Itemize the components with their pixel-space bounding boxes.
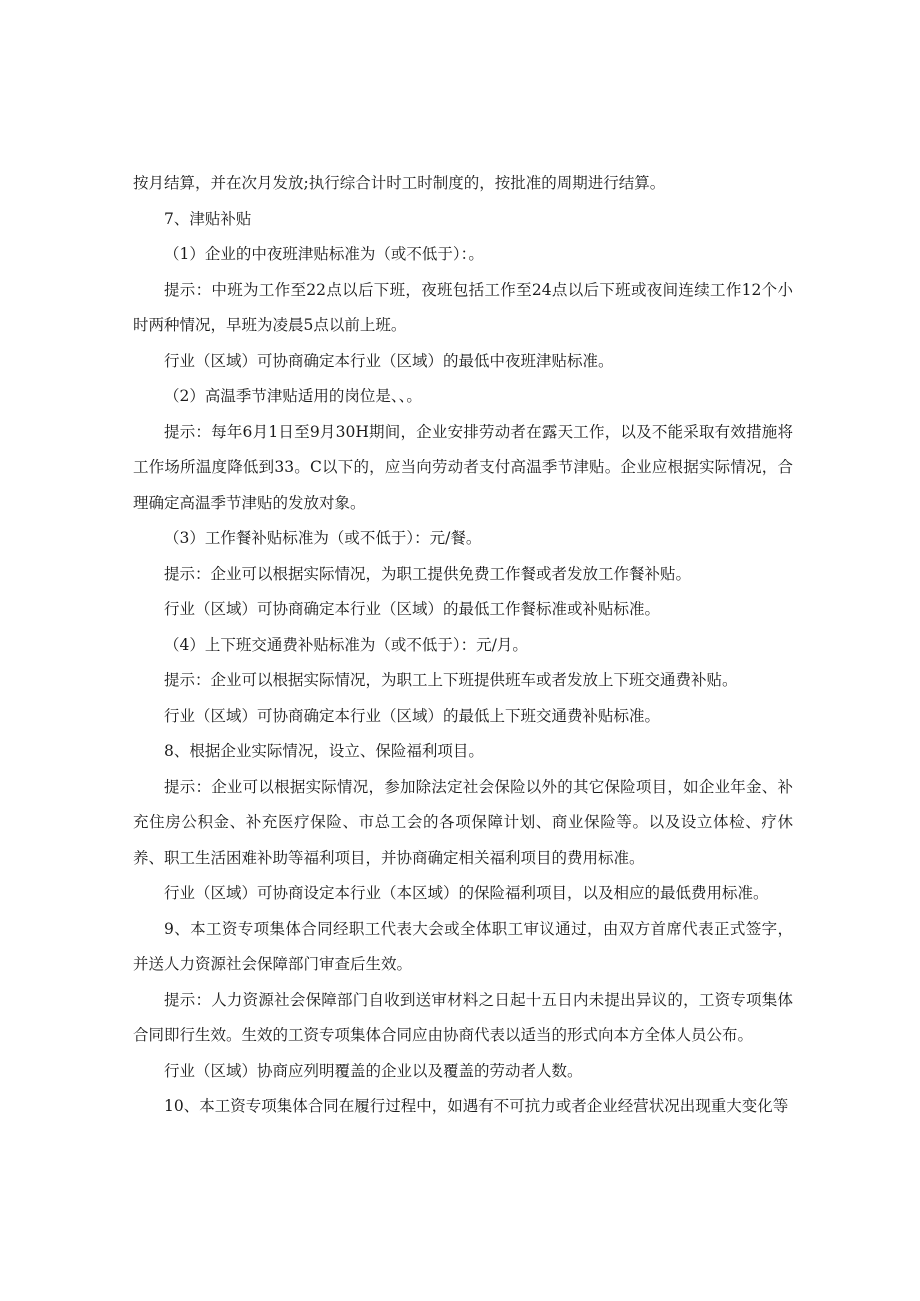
section-heading-force-majeure: 10、本工资专项集体合同在履行过程中，如遇有不可抗力或者企业经营状况出现重大变化等 xyxy=(164,1097,789,1115)
paragraph-night-shift-standard: （1）企业的中夜班津贴标准为（或不低于）：。 xyxy=(164,245,484,263)
paragraph-night-shift-industry: 行业（区域）可协商确定本行业（区域）的最低中夜班津贴标准。 xyxy=(164,351,614,370)
section-heading-allowance: 7、津贴补贴 xyxy=(164,209,252,228)
paragraph-settlement: 按月结算，并在次月发放;执行综合计时工时制度的，按批准的周期进行结算。 xyxy=(133,174,666,192)
paragraph-night-shift-tip: 提示：中班为工作至22点以后下班，夜班包括工作至24点以后下班或夜间连续工作12个小时两种情况，早班为凌晨5点以前上班。 xyxy=(133,280,793,334)
section-heading-welfare: 8、根据企业实际情况，设立、保险福利项目。 xyxy=(164,742,484,760)
paragraph-meal-tip: 提示：企业可以根据实际情况，为职工提供免费工作餐或者发放工作餐补贴。 xyxy=(164,564,692,583)
document-body xyxy=(133,166,793,1125)
paragraph-approval-tip: 提示：人力资源社会保障部门自收到送审材料之日起十五日内未提出异议的，工资专项集体合同即行生效。生效的工资专项集体合同应由协商代表以适当的形式向本方全体人员公布。 xyxy=(133,990,793,1044)
paragraph-welfare-industry: 行业（区域）可协商设定本行业（本区域）的保险福利项目，以及相应的最低费用标准。 xyxy=(164,884,769,902)
paragraph-meal-standard: （3）工作餐补贴标准为（或不低于）：元/餐。 xyxy=(164,529,482,547)
section-heading-approval: 9、本工资专项集体合同经职工代表大会或全体职工审议通过，由双方首席代表正式签字，并送人力资源社会保障部门审查后生效。 xyxy=(133,919,793,973)
paragraph-high-temp-positions: （2）高温季节津贴适用的岗位是、、。 xyxy=(164,387,422,405)
paragraph-commute-tip: 提示：企业可以根据实际情况，为职工上下班提供班车或者发放上下班交通费补贴。 xyxy=(164,671,738,689)
paragraph-high-temp-tip: 提示：每年6月1日至9月30H期间，企业安排劳动者在露天工作，以及不能采取有效措施将工作场所温度降低到33。C以下的，应当向劳动者支付高温季节津贴。企业应根据实际情况，合理确定高温季节津贴的发放对象。 xyxy=(133,422,793,512)
paragraph-welfare-tip: 提示：企业可以根据实际情况，参加除法定社会保险以外的其它保险项目，如企业年金、补充住房公积金、补充医疗保险、市总工会的各项保障计划、商业保险等。以及设立体检、疗休养、职工生活困难补助等福利项目，并协商确定相关福利项目的费用标准。 xyxy=(133,777,793,867)
paragraph-commute-standard: （4）上下班交通费补贴标准为（或不低于）：元/月。 xyxy=(164,635,528,654)
paragraph-commute-industry: 行业（区域）可协商确定本行业（区域）的最低上下班交通费补贴标准。 xyxy=(164,706,661,725)
paragraph-approval-industry: 行业（区域）协商应列明覆盖的企业以及覆盖的劳动者人数。 xyxy=(164,1061,583,1080)
paragraph-meal-industry: 行业（区域）可协商确定本行业（区域）的最低工作餐标准或补贴标准。 xyxy=(164,600,661,618)
